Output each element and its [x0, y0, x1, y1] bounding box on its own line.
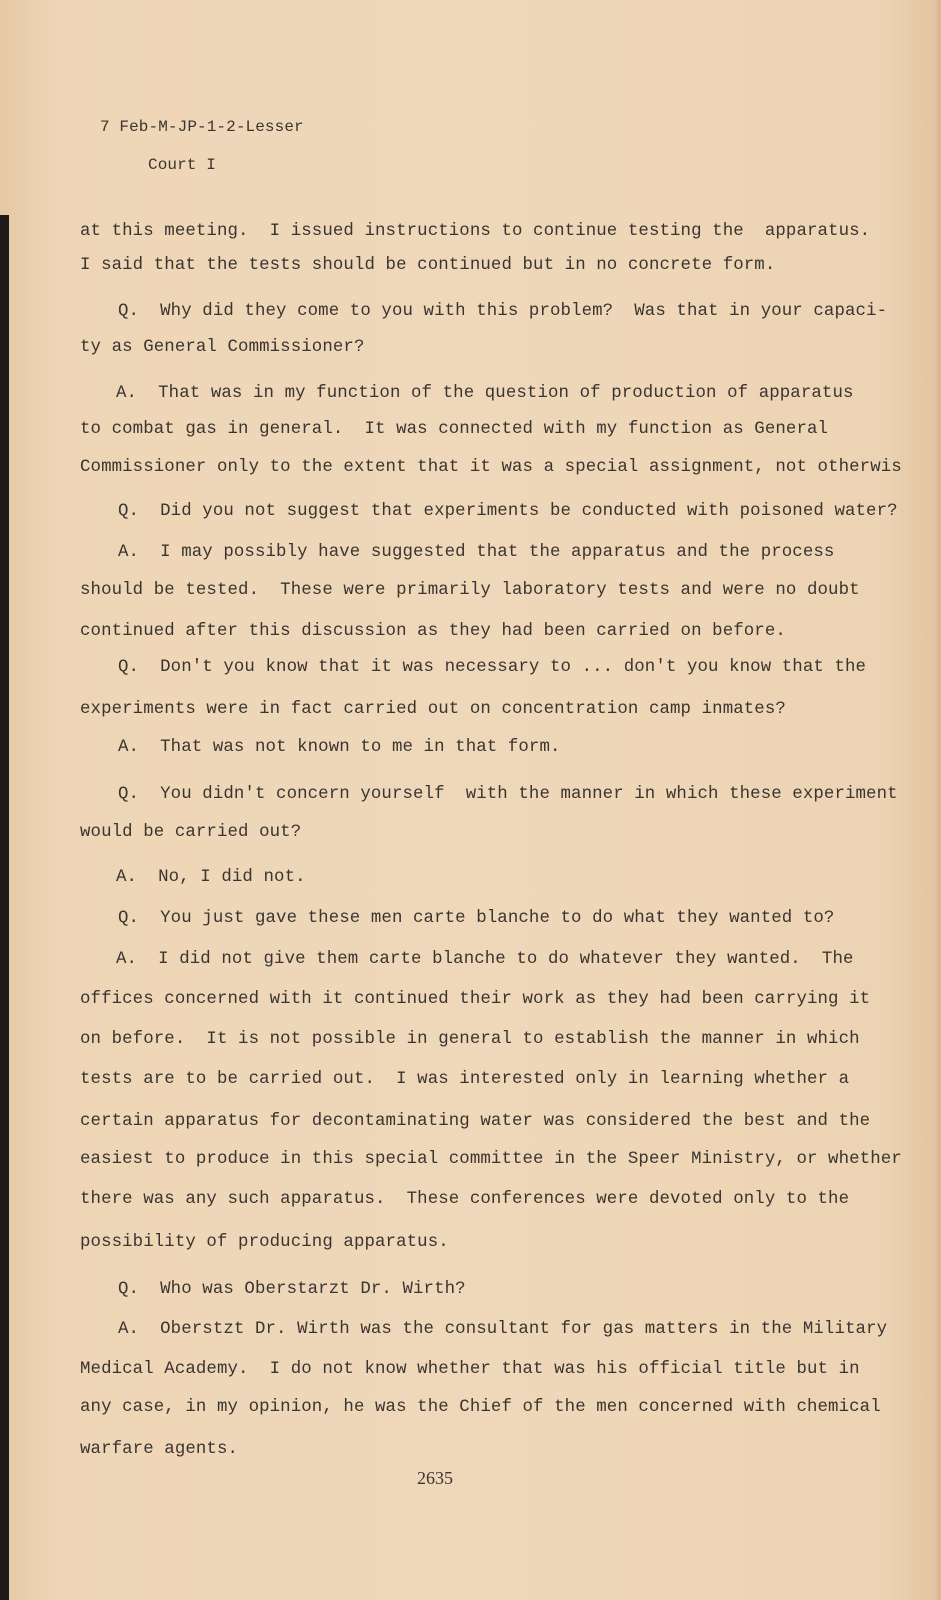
- transcript-line: Q. Did you not suggest that experiments be conducted with poisoned water?: [118, 502, 898, 521]
- transcript-line: there was any such apparatus. These conferences were devoted only to the: [80, 1190, 850, 1209]
- transcript-line: warfare agents.: [80, 1440, 239, 1459]
- transcript-line: offices concerned with it continued their work as they had been carrying it: [80, 990, 871, 1009]
- transcript-line: ty as General Commissioner?: [80, 338, 365, 357]
- transcript-line: certain apparatus for decontaminating water was considered the best and the: [80, 1112, 871, 1131]
- transcript-line: possibility of producing apparatus.: [80, 1233, 449, 1252]
- page-binding-edge: [0, 215, 9, 1600]
- transcript-line: Q. Why did they come to you with this problem? Was that in your capaci-: [118, 302, 888, 321]
- transcript-line: experiments were in fact carried out on concentration camp inmates?: [80, 700, 786, 719]
- page-number: 2635: [417, 1468, 453, 1488]
- transcript-line: A. I did not give them carte blanche to do whatever they wanted. The: [116, 950, 854, 969]
- transcript-line: would be carried out?: [80, 823, 302, 842]
- transcript-line: should be tested. These were primarily laboratory tests and were no doubt: [80, 581, 860, 600]
- document-reference: 7 Feb-M-JP-1-2-Lesser: [100, 118, 304, 136]
- transcript-line: I said that the tests should be continued but in no concrete form.: [80, 256, 776, 275]
- transcript-line: at this meeting. I issued instructions to continue testing the apparatus.: [80, 222, 871, 241]
- court-label: Court I: [148, 156, 216, 174]
- page-right-edge: [937, 0, 941, 1600]
- transcript-line: A. I may possibly have suggested that the apparatus and the process: [118, 543, 835, 562]
- transcript-line: to combat gas in general. It was connected with my function as General: [80, 420, 829, 439]
- transcript-line: A. No, I did not.: [116, 868, 306, 887]
- transcript-line: A. Oberstzt Dr. Wirth was the consultant for gas matters in the Military: [118, 1320, 888, 1339]
- transcript-line: A. That was in my function of the question of production of apparatus: [116, 384, 854, 403]
- transcript-line: Q. You didn't concern yourself with the manner in which these experiment: [118, 785, 898, 804]
- transcript-line: any case, in my opinion, he was the Chief of the men concerned with chemical: [80, 1398, 881, 1417]
- transcript-line: Medical Academy. I do not know whether that was his official title but in: [80, 1360, 860, 1379]
- transcript-line: A. That was not known to me in that form.: [118, 738, 561, 757]
- transcript-line: easiest to produce in this special committee in the Speer Ministry, or whether: [80, 1150, 902, 1169]
- transcript-line: Q. Don't you know that it was necessary to ... don't you know that the: [118, 658, 867, 677]
- transcript-line: on before. It is not possible in general to establish the manner in which: [80, 1030, 860, 1049]
- transcript-line: tests are to be carried out. I was interested only in learning whether a: [80, 1070, 850, 1089]
- transcript-line: Q. Who was Oberstarzt Dr. Wirth?: [118, 1280, 466, 1299]
- transcript-line: continued after this discussion as they had been carried on before.: [80, 622, 786, 641]
- transcript-line: Commissioner only to the extent that it was a special assignment, not otherwis: [80, 458, 902, 477]
- transcript-line: Q. You just gave these men carte blanche to do what they wanted to?: [118, 909, 835, 928]
